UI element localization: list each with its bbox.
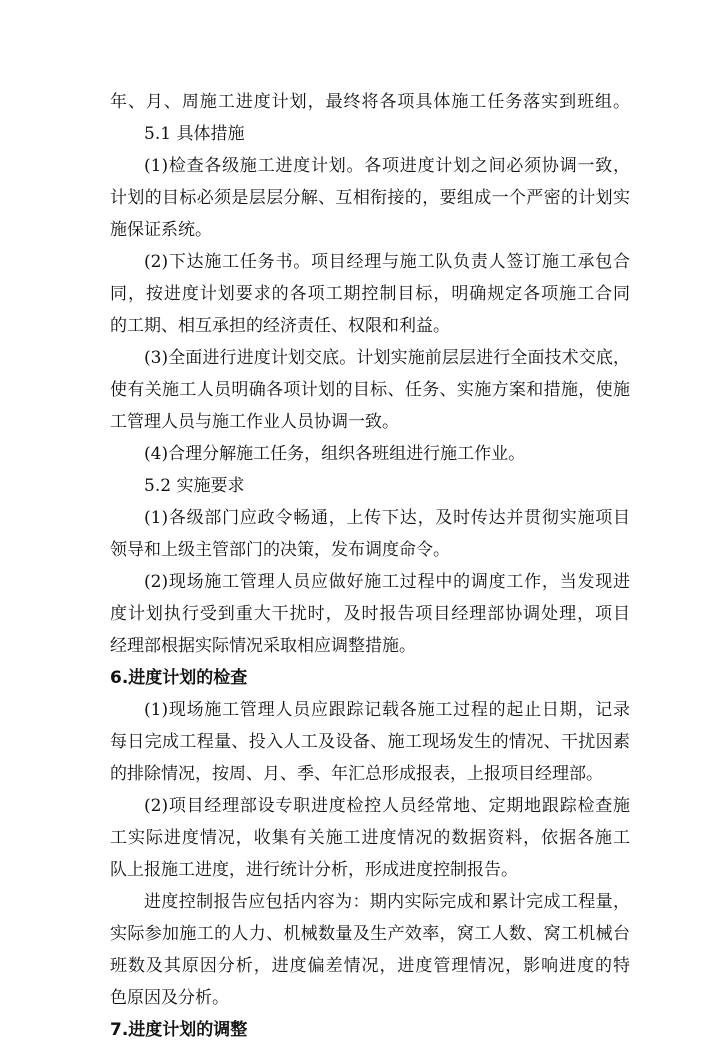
document-body <box>110 86 630 1046</box>
paragraph-line: 工管理人员与施工作业人员协调一致。 <box>110 412 399 432</box>
paragraph-line: 班数及其原因分析，进度偏差情况，进度管理情况，影响进度的特 <box>110 956 630 976</box>
paragraph-line: (1)现场施工管理人员应跟踪记载各施工过程的起止日期，记录 <box>144 700 630 720</box>
paragraph-line: (2)项目经理部设专职进度检控人员经常地、定期地跟踪检查施 <box>144 796 630 816</box>
paragraph-line: (2)现场施工管理人员应做好施工过程中的调度工作，当发现进 <box>144 572 630 592</box>
paragraph-line: (1)检查各级施工进度计划。各项进度计划之间必须协调一致， <box>144 156 630 176</box>
paragraph-line: 领导和上级主管部门的决策，发布调度命令。 <box>110 540 450 560</box>
paragraph-line: 年、月、周施工进度计划，最终将各项具体施工任务落实到班组。 <box>110 92 630 112</box>
section-5-2-heading: 5.2 实施要求 <box>144 476 245 496</box>
paragraph-line: (1)各级部门应政令畅通，上传下达，及时传达并贯彻实施项目 <box>144 508 630 528</box>
paragraph-line: 经理部根据实际情况采取相应调整措施。 <box>110 636 416 656</box>
paragraph-line: 的工期、相互承担的经济责任、权限和利益。 <box>110 316 450 336</box>
paragraph-line: 每日完成工程量、投入人工及设备、施工现场发生的情况、干扰因素 <box>110 732 630 752</box>
paragraph-line: 实际参加施工的人力、机械数量及生产效率，窝工人数、窝工机械台 <box>110 924 630 944</box>
paragraph-line: 计划的目标必须是层层分解、互相衔接的，要组成一个严密的计划实 <box>110 188 630 208</box>
section-5-1-heading: 5.1 具体措施 <box>144 124 245 144</box>
paragraph-line: 色原因及分析。 <box>110 988 229 1008</box>
paragraph-line: 使有关施工人员明确各项计划的目标、任务、实施方案和措施，使施 <box>110 380 630 400</box>
paragraph-line: 施保证系统。 <box>110 220 212 240</box>
paragraph-line: (4)合理分解施工任务，组织各班组进行施工作业。 <box>144 444 526 464</box>
paragraph-line: (2)下达施工任务书。项目经理与施工队负责人签订施工承包合 <box>144 252 630 272</box>
paragraph-line: 进度控制报告应包括内容为：期内实际完成和累计完成工程量， <box>144 892 630 912</box>
paragraph-line: 工实际进度情况，收集有关施工进度情况的数据资料，依据各施工 <box>110 828 630 848</box>
section-6-heading: 6.进度计划的检查 <box>110 668 248 688</box>
paragraph-line: 同，按进度计划要求的各项工期控制目标，明确规定各项施工合同 <box>110 284 630 304</box>
section-7-heading: 7.进度计划的调整 <box>110 1020 248 1040</box>
paragraph-line: 度计划执行受到重大干扰时，及时报告项目经理部协调处理，项目 <box>110 604 630 624</box>
paragraph-line: 的排除情况，按周、月、季、年汇总形成报表，上报项目经理部。 <box>110 764 603 784</box>
paragraph-line: 队上报施工进度，进行统计分析，形成进度控制报告。 <box>110 860 518 880</box>
paragraph-line: (3)全面进行进度计划交底。计划实施前层层进行全面技术交底， <box>144 348 630 368</box>
